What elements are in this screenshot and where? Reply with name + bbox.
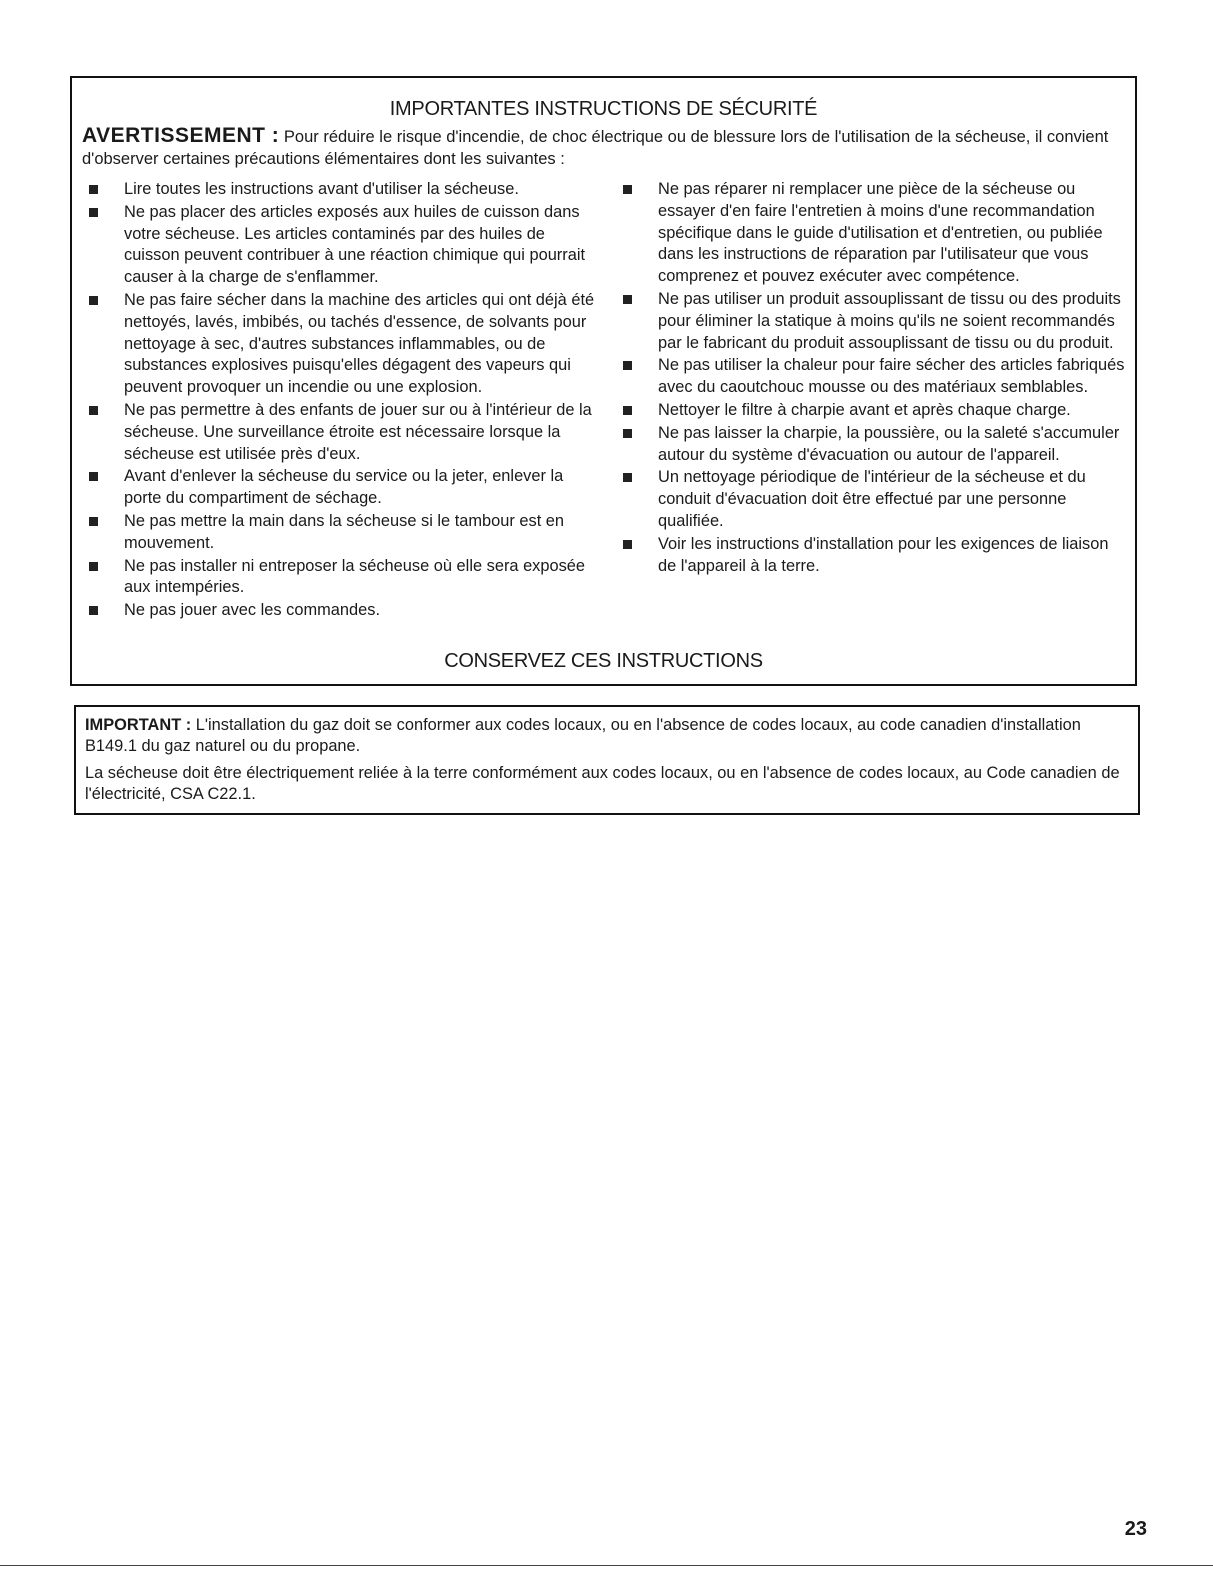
safety-instructions-box — [70, 76, 1137, 686]
instruction-item — [623, 400, 1131, 422]
instruction-item — [623, 355, 1131, 399]
instruction-item — [89, 400, 599, 465]
instruction-text: Ne pas laisser la charpie, la poussière, ou la saleté s'accumuler autour du système d'évacuation ou autour de l'appareil. — [658, 423, 1120, 464]
square-bullet-icon — [623, 185, 632, 194]
instruction-item — [623, 467, 1131, 532]
instruction-text: Ne pas jouer avec les commandes. — [124, 601, 380, 620]
safety-title: IMPORTANTES INSTRUCTIONS DE SÉCURITÉ — [389, 98, 818, 120]
instruction-text: Ne pas utiliser la chaleur pour faire sécher des articles fabriqués avec du caoutchouc mousse ou des matériaux semblables. — [658, 356, 1125, 397]
square-bullet-icon — [89, 517, 98, 526]
square-bullet-icon — [89, 185, 98, 194]
instruction-item — [89, 511, 599, 555]
instruction-item — [89, 202, 599, 289]
instruction-text: Ne pas mettre la main dans la sécheuse si le tambour est en mouvement. — [124, 511, 565, 552]
important-notice-box — [74, 705, 1140, 815]
square-bullet-icon — [623, 406, 632, 415]
square-bullet-icon — [623, 295, 632, 304]
important-paragraph-gas — [85, 715, 1129, 757]
square-bullet-icon — [89, 208, 98, 217]
instruction-text: Avant d'enlever la sécheuse du service ou la jeter, enlever la porte du compartiment de séchage. — [124, 467, 564, 508]
instruction-item — [623, 423, 1131, 467]
square-bullet-icon — [623, 361, 632, 370]
warning-text: Pour réduire le risque d'incendie, de choc électrique ou de blessure lors de l'utilisation de la sécheuse, il convient d'observer certaines précautions élémentaires dont les suivantes : — [82, 128, 1109, 168]
square-bullet-icon — [89, 606, 98, 615]
instruction-text: Un nettoyage périodique de l'intérieur de la sécheuse et du conduit d'évacuation doit être effectué par une personne qualifiée. — [658, 468, 1086, 530]
square-bullet-icon — [89, 562, 98, 571]
right-instruction-list — [623, 179, 1131, 578]
instruction-text: Lire toutes les instructions avant d'utiliser la sécheuse. — [124, 180, 519, 198]
instruction-item — [623, 179, 1131, 288]
instruction-text: Ne pas utiliser un produit assouplissant de tissu ou des produits pour éliminer la statique à moins qu'ils ne soient recommandés par le fabricant du produit assouplissant de tissu ou du produit. — [658, 289, 1121, 352]
instruction-item — [623, 534, 1131, 578]
instruction-text: Ne pas permettre à des enfants de jouer sur ou à l'intérieur de la sécheuse. Une surveillance étroite est nécessaire lorsque la sécheuse est utilisée près d'eux. — [124, 400, 592, 463]
square-bullet-icon — [89, 472, 98, 481]
instruction-item — [89, 600, 599, 622]
save-instructions-heading: CONSERVEZ CES INSTRUCTIONS — [444, 650, 763, 672]
square-bullet-icon — [89, 406, 98, 415]
important-gas-text: L'installation du gaz doit se conformer aux codes locaux, ou en l'absence de codes locaux, au code canadien d'installation B149.1 du gaz naturel ou du propane. — [85, 716, 1081, 755]
square-bullet-icon — [89, 296, 98, 305]
warning-paragraph — [82, 125, 1122, 170]
important-paragraph-electric: La sécheuse doit être électriquement reliée à la terre conformément aux codes locaux, ou en l'absence de codes locaux, au Code canadien de l'électricité, CSA C22.1. — [85, 764, 1120, 803]
instruction-text: Ne pas réparer ni remplacer une pièce de la sécheuse ou essayer d'en faire l'entretien à moins d'une recommandation spécifique dans le guide d'utilisation et d'entretien, ou publiée dans les instructions de réparation par l'utilisateur que vous comprenez et pouvez exécuter avec compétence. — [658, 180, 1103, 286]
square-bullet-icon — [623, 540, 632, 549]
instruction-text: Nettoyer le filtre à charpie avant et après chaque charge. — [658, 400, 1071, 419]
instruction-text: Voir les instructions d'installation pour les exigences de liaison de l'appareil à la terre. — [658, 534, 1109, 575]
square-bullet-icon — [623, 429, 632, 438]
instruction-item — [89, 466, 599, 510]
instruction-text: Ne pas installer ni entreposer la sécheuse où elle sera exposée aux intempéries. — [124, 556, 586, 597]
instruction-item — [89, 179, 599, 201]
instruction-item — [89, 290, 599, 399]
page-number: 23 — [1124, 1518, 1147, 1540]
square-bullet-icon — [623, 473, 632, 482]
left-instruction-list — [89, 179, 599, 623]
instruction-text: Ne pas faire sécher dans la machine des articles qui ont déjà été nettoyés, lavés, imbibés, ou tachés d'essence, de solvants pour nettoyage à sec, d'autres substances inflammables, ou de substances explosives puisqu'elles dégagent des vapeurs qui peuvent provoquer un incendie ou une explosion. — [124, 290, 595, 397]
instruction-item — [89, 556, 599, 600]
instruction-text: Ne pas placer des articles exposés aux huiles de cuisson dans votre sécheuse. Les articles contaminés par des huiles de cuisson peuvent contribuer à une réaction chimique qui pourrait causer à la charge de s'enflammer. — [124, 202, 586, 287]
warning-label: AVERTISSEMENT : — [82, 124, 280, 147]
important-label: IMPORTANT : — [85, 716, 192, 734]
instruction-item — [623, 289, 1131, 354]
bottom-rule — [0, 1565, 1213, 1566]
